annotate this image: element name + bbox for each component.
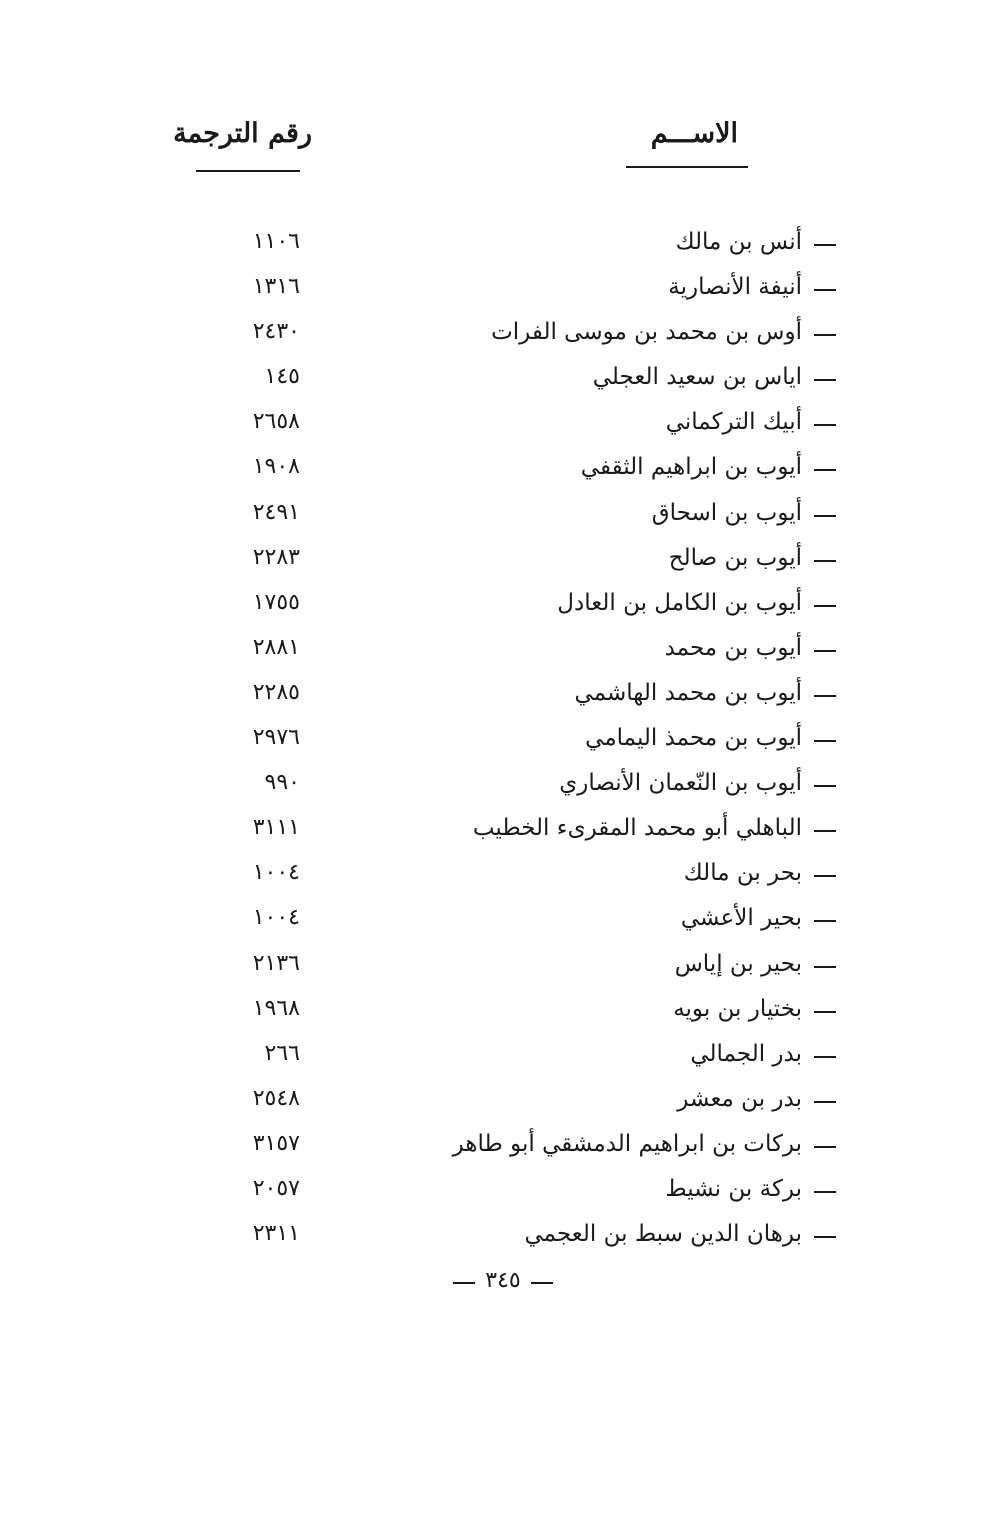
entry-dash — [814, 1056, 836, 1058]
entry-name-text: أيوب بن محمد — [664, 634, 802, 661]
index-entry-row — [0, 718, 1006, 763]
entry-name-text: بركة بن نشيط — [665, 1175, 802, 1202]
entry-biography-number: ٢٠٥٧ — [252, 1175, 300, 1201]
entry-name-text: بدر بن معشر — [677, 1085, 802, 1112]
entry-dash — [814, 1236, 836, 1238]
index-entry-row — [0, 1124, 1006, 1169]
index-entry-row — [0, 402, 1006, 447]
entry-dash — [814, 740, 836, 742]
entry-name-text: برهان الدين سبط بن العجمي — [524, 1221, 802, 1248]
entry-name-text: بحير بن إياس — [674, 950, 802, 977]
index-entry-row — [0, 763, 1006, 808]
entry-biography-number: ٢٨٨١ — [252, 634, 300, 660]
entry-biography-number: ٢٢٨٣ — [252, 544, 300, 570]
entry-name — [491, 314, 836, 350]
entry-name-text: أيوب بن الكامل بن العادل — [557, 589, 802, 616]
entry-biography-number: ٢٤٩١ — [252, 499, 300, 525]
entry-biography-number: ١٤٥ — [264, 364, 300, 390]
entry-dash — [814, 650, 836, 652]
index-entry-row — [0, 493, 1006, 538]
index-entry-row — [0, 312, 1006, 357]
entry-name-text: أوس بن محمد بن موسى الفرات — [491, 319, 802, 346]
entry-name — [668, 269, 836, 305]
entry-biography-number: ١١٠٦ — [252, 229, 300, 254]
page-number — [0, 1268, 1006, 1293]
entry-name — [593, 359, 836, 395]
entry-name — [652, 495, 836, 531]
entry-biography-number: ٢٦٥٨ — [252, 409, 300, 435]
entry-dash — [814, 515, 836, 517]
entry-name-text: بحير الأعشي — [680, 905, 802, 932]
entry-name-text: بحر بن مالك — [683, 860, 802, 887]
entry-name — [557, 585, 836, 621]
entry-name — [677, 1081, 836, 1117]
index-entry-row — [0, 1169, 1006, 1214]
name-heading-underline — [626, 166, 748, 168]
entry-biography-number: ٩٩٠ — [264, 770, 300, 796]
entry-name-text: أيوب بن اسحاق — [651, 499, 802, 526]
entry-name-text: أيوب بن محمذ اليمامي — [585, 725, 802, 752]
entry-biography-number: ١٩٦٨ — [252, 995, 300, 1021]
entry-dash — [814, 605, 836, 607]
entry-dash — [814, 1101, 836, 1103]
entry-name — [676, 224, 836, 260]
entry-name-text: اياس بن سعيد العجلي — [592, 364, 802, 391]
name-column-heading: الاســـم — [650, 118, 738, 149]
number-column-heading: رقم الترجمة — [173, 118, 312, 149]
entry-name — [675, 946, 836, 982]
index-entry-row — [0, 538, 1006, 583]
number-heading-underline — [196, 170, 300, 172]
entry-name-text: أيوب بن النّعمان الأنصاري — [559, 770, 802, 797]
entry-dash — [814, 1011, 836, 1013]
index-entry-row — [0, 628, 1006, 673]
entry-name-text: أنيفة الأنصارية — [668, 274, 802, 301]
page-number-dash-right — [531, 1282, 553, 1284]
entry-name — [524, 1216, 836, 1252]
entry-name — [669, 540, 836, 576]
entry-biography-number: ١٠٠٤ — [252, 905, 300, 931]
entry-dash — [814, 424, 836, 426]
entry-name-text: أبيك التركماني — [665, 409, 802, 436]
entry-name — [665, 1171, 836, 1207]
index-entry-row — [0, 673, 1006, 718]
entry-name-text: أنس بن مالك — [675, 229, 802, 255]
entry-biography-number: ٢٩٧٦ — [252, 725, 300, 751]
entry-name — [681, 900, 836, 936]
entry-biography-number: ٢٢٨٥ — [252, 679, 300, 705]
entry-dash — [814, 830, 836, 832]
index-entry-row — [0, 357, 1006, 402]
page-number-dash-left — [453, 1282, 475, 1284]
entry-name — [665, 630, 836, 666]
entry-biography-number: ٢٥٤٨ — [252, 1085, 300, 1111]
index-entry-row — [0, 1034, 1006, 1079]
entry-biography-number: ١٣١٦ — [252, 274, 300, 300]
entry-name-text: أيوب بن ابراهيم الثقفي — [580, 454, 802, 481]
entry-name — [684, 855, 836, 891]
entry-dash — [814, 785, 836, 787]
entry-biography-number: ١٩٠٨ — [252, 454, 300, 480]
entry-biography-number: ١٧٥٥ — [252, 589, 300, 615]
index-entry-row — [0, 1214, 1006, 1259]
entry-name — [453, 1126, 836, 1162]
entry-dash — [814, 695, 836, 697]
index-entry-row — [0, 267, 1006, 312]
entry-biography-number: ٢٣١١ — [252, 1221, 300, 1247]
entry-name — [473, 810, 836, 846]
index-entry-row — [0, 898, 1006, 943]
index-entries-list — [0, 222, 1006, 1259]
entry-dash — [814, 289, 836, 291]
entry-dash — [814, 1191, 836, 1193]
entry-biography-number: ١٠٠٤ — [252, 860, 300, 886]
entry-dash — [814, 560, 836, 562]
entry-biography-number: ٢٤٣٠ — [252, 319, 300, 345]
entry-name-text: بركات بن ابراهيم الدمشقي أبو طاهر — [452, 1130, 802, 1157]
page-number-text: ٣٤٥ — [485, 1268, 521, 1293]
entry-dash — [814, 334, 836, 336]
index-entry-row — [0, 1079, 1006, 1124]
entry-dash — [814, 875, 836, 877]
entry-name — [559, 765, 836, 801]
entry-biography-number: ٣١١١ — [252, 815, 300, 841]
entry-dash — [814, 379, 836, 381]
entry-dash — [814, 920, 836, 922]
entry-dash — [814, 966, 836, 968]
entry-name-text: بختيار بن بويه — [673, 995, 802, 1022]
entry-biography-number: ٣١٥٧ — [252, 1130, 300, 1156]
index-entry-row — [0, 989, 1006, 1034]
entry-name-text: أيوب بن صالح — [668, 544, 802, 571]
entry-dash — [814, 1146, 836, 1148]
entry-name — [666, 404, 836, 440]
entry-name — [673, 991, 836, 1027]
entry-dash — [814, 469, 836, 471]
entry-name-text: بدر الجمالي — [690, 1040, 802, 1067]
entry-biography-number: ٢١٣٦ — [252, 950, 300, 976]
entry-name-text: أيوب بن محمد الهاشمي — [574, 679, 802, 706]
index-entry-row — [0, 808, 1006, 853]
entry-name — [690, 1036, 836, 1072]
entry-name — [585, 720, 836, 756]
index-entry-row — [0, 853, 1006, 898]
index-entry-row — [0, 447, 1006, 492]
entry-name — [575, 675, 836, 711]
entry-name — [581, 449, 836, 485]
index-entry-row — [0, 944, 1006, 989]
entry-dash — [814, 244, 836, 246]
entry-name-text: الباهلي أبو محمد المقرىء الخطيب — [472, 815, 802, 842]
entry-biography-number: ٢٦٦ — [264, 1040, 300, 1066]
index-entry-row — [0, 583, 1006, 628]
index-entry-row — [0, 222, 1006, 267]
